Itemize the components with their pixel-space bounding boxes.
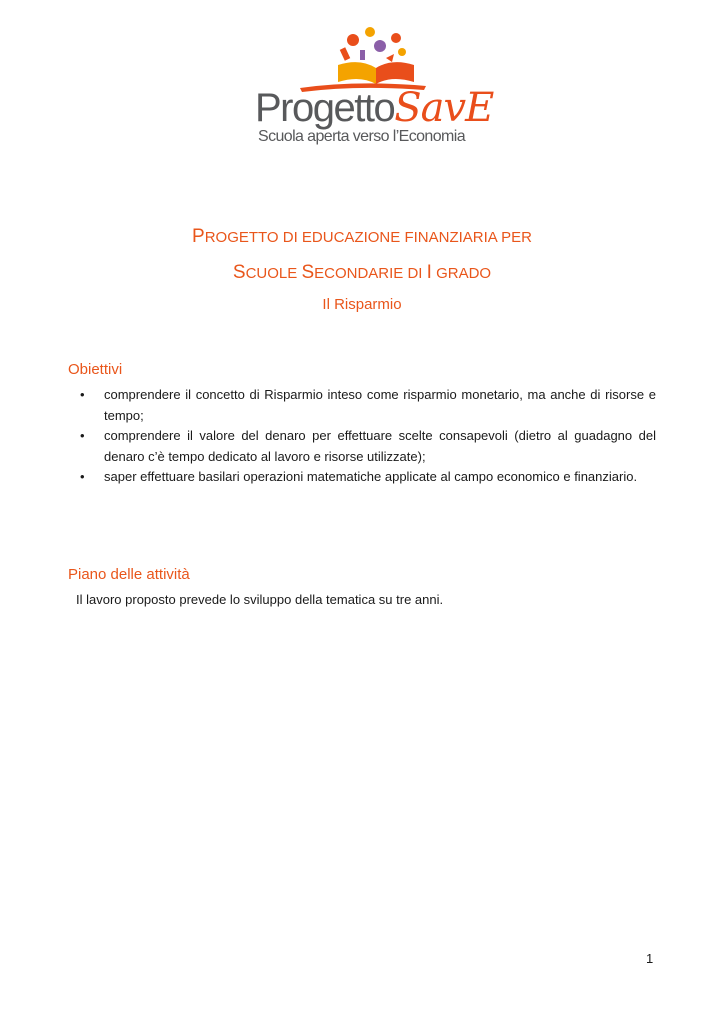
- list-item: • saper effettuare basilari operazioni matematiche applicate al campo economico e finanziario.: [68, 467, 656, 488]
- progetto-save-logo: [250, 20, 494, 150]
- obiettivi-list: [68, 385, 656, 488]
- bullet: •: [80, 469, 85, 484]
- heading-obiettivi: Obiettivi: [68, 361, 123, 378]
- piano-paragraph: Il lavoro proposto prevede lo sviluppo della tematica su tre anni.: [76, 592, 444, 607]
- logo-tagline: Scuola aperta verso l’Economia: [258, 128, 466, 145]
- bullet: •: [80, 428, 85, 443]
- list-item: • comprendere il valore del denaro per effettuare scelte consapevoli (dietro al guadagno del denaro c’è tempo dedicato al lavoro e risorse utilizzate);: [80, 428, 656, 464]
- document-title-line1: PROGETTO DI EDUCAZIONE FINANZIARIA PER: [192, 226, 532, 247]
- document-subtitle: Il Risparmio: [322, 296, 402, 313]
- bullet: •: [80, 387, 85, 402]
- document-title-line2: SCUOLE SECONDARIE DI I GRADO: [232, 262, 492, 283]
- logo-wordmark: ProgettoSavE: [255, 85, 494, 131]
- list-item: • comprendere il concetto di Risparmio inteso come risparmio monetario, ma anche di risorse e tempo;: [80, 387, 656, 423]
- heading-piano-attivita: Piano delle attività: [68, 566, 190, 583]
- page-number: 1: [646, 951, 654, 966]
